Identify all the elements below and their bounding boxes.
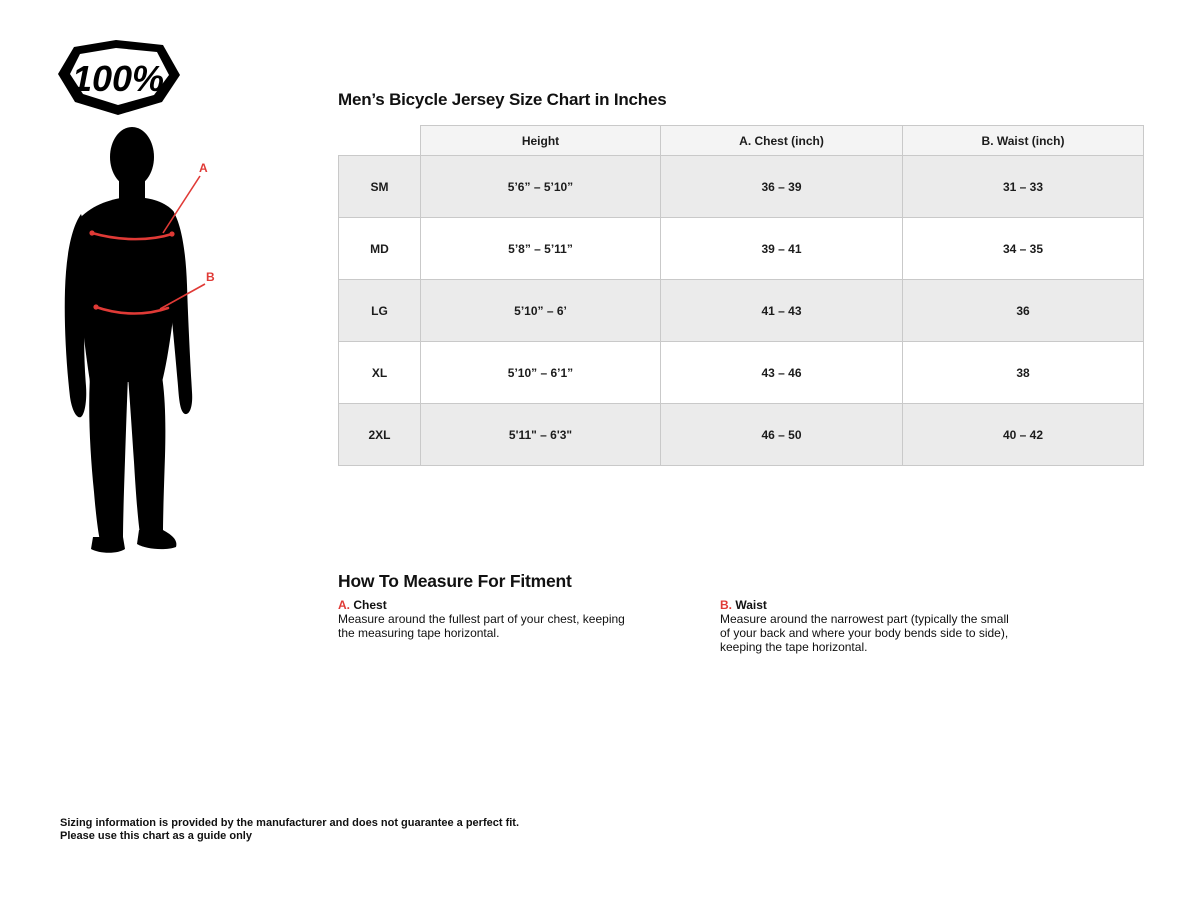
cell-waist: 36 xyxy=(903,280,1144,342)
measure-item-waist-label xyxy=(720,598,1020,612)
cell-height: 5’10” – 6’ xyxy=(421,280,661,342)
measure-name-waist: Waist xyxy=(735,598,767,612)
chest-callout-label: A xyxy=(199,161,208,175)
disclaimer-line1: Sizing information is provided by the manufacturer and does not guarantee a perfect fit. xyxy=(60,817,520,829)
table-row xyxy=(339,218,1144,280)
header-cell-waist: B. Waist (inch) xyxy=(903,126,1144,156)
cell-waist: 34 – 35 xyxy=(903,218,1144,280)
measure-item-waist xyxy=(720,598,1020,654)
cell-waist: 38 xyxy=(903,342,1144,404)
brand-logo-text: 100% xyxy=(71,58,165,99)
table-row xyxy=(339,342,1144,404)
size-chart-title: Men’s Bicycle Jersey Size Chart in Inches xyxy=(338,90,667,109)
waist-line-endcap xyxy=(93,304,98,309)
cell-size: XL xyxy=(339,342,421,404)
measure-item-chest-label xyxy=(338,598,638,612)
cell-chest: 46 – 50 xyxy=(661,404,903,466)
measure-item-chest xyxy=(338,598,638,640)
table-header-row xyxy=(339,126,1144,156)
chest-line-endcap xyxy=(169,231,174,236)
measure-section-title: How To Measure For Fitment xyxy=(338,571,572,591)
cell-size: MD xyxy=(339,218,421,280)
cell-chest: 41 – 43 xyxy=(661,280,903,342)
cell-size: 2XL xyxy=(339,404,421,466)
cell-height: 5’10” – 6’1” xyxy=(421,342,661,404)
waist-callout-label: B xyxy=(206,270,215,284)
cell-size: SM xyxy=(339,156,421,218)
cell-height: 5’8” – 5’11” xyxy=(421,218,661,280)
disclaimer xyxy=(60,817,519,842)
header-cell-height: Height xyxy=(421,126,661,156)
cell-size: LG xyxy=(339,280,421,342)
chest-line-endcap xyxy=(89,230,94,235)
table-row xyxy=(339,156,1144,218)
cell-waist: 40 – 42 xyxy=(903,404,1144,466)
size-table-body xyxy=(339,156,1144,466)
disclaimer-line2: Please use this chart as a guide only xyxy=(60,829,252,842)
chest-callout-line xyxy=(163,176,200,233)
measure-text-waist: Measure around the narrowest part (typically the small of your back and where your body bends side to side), keeping the tape horizontal. xyxy=(720,612,1009,654)
cell-chest: 39 – 41 xyxy=(661,218,903,280)
male-silhouette xyxy=(65,127,192,553)
body-measurement-figure xyxy=(50,100,220,560)
cell-height: 5'11" – 6'3" xyxy=(421,404,661,466)
table-row xyxy=(339,280,1144,342)
cell-chest: 36 – 39 xyxy=(661,156,903,218)
measure-name-chest: Chest xyxy=(353,598,387,612)
cell-chest: 43 – 46 xyxy=(661,342,903,404)
measure-text-chest: Measure around the fullest part of your chest, keeping the measuring tape horizontal. xyxy=(338,612,625,640)
header-cell-chest: A. Chest (inch) xyxy=(661,126,903,156)
measure-key-a: A. xyxy=(338,598,350,612)
size-chart-table xyxy=(338,125,1144,466)
cell-waist: 31 – 33 xyxy=(903,156,1144,218)
measure-key-b: B. xyxy=(720,598,732,612)
cell-height: 5’6” – 5’10” xyxy=(421,156,661,218)
table-row xyxy=(339,404,1144,466)
header-cell-blank xyxy=(339,126,421,156)
